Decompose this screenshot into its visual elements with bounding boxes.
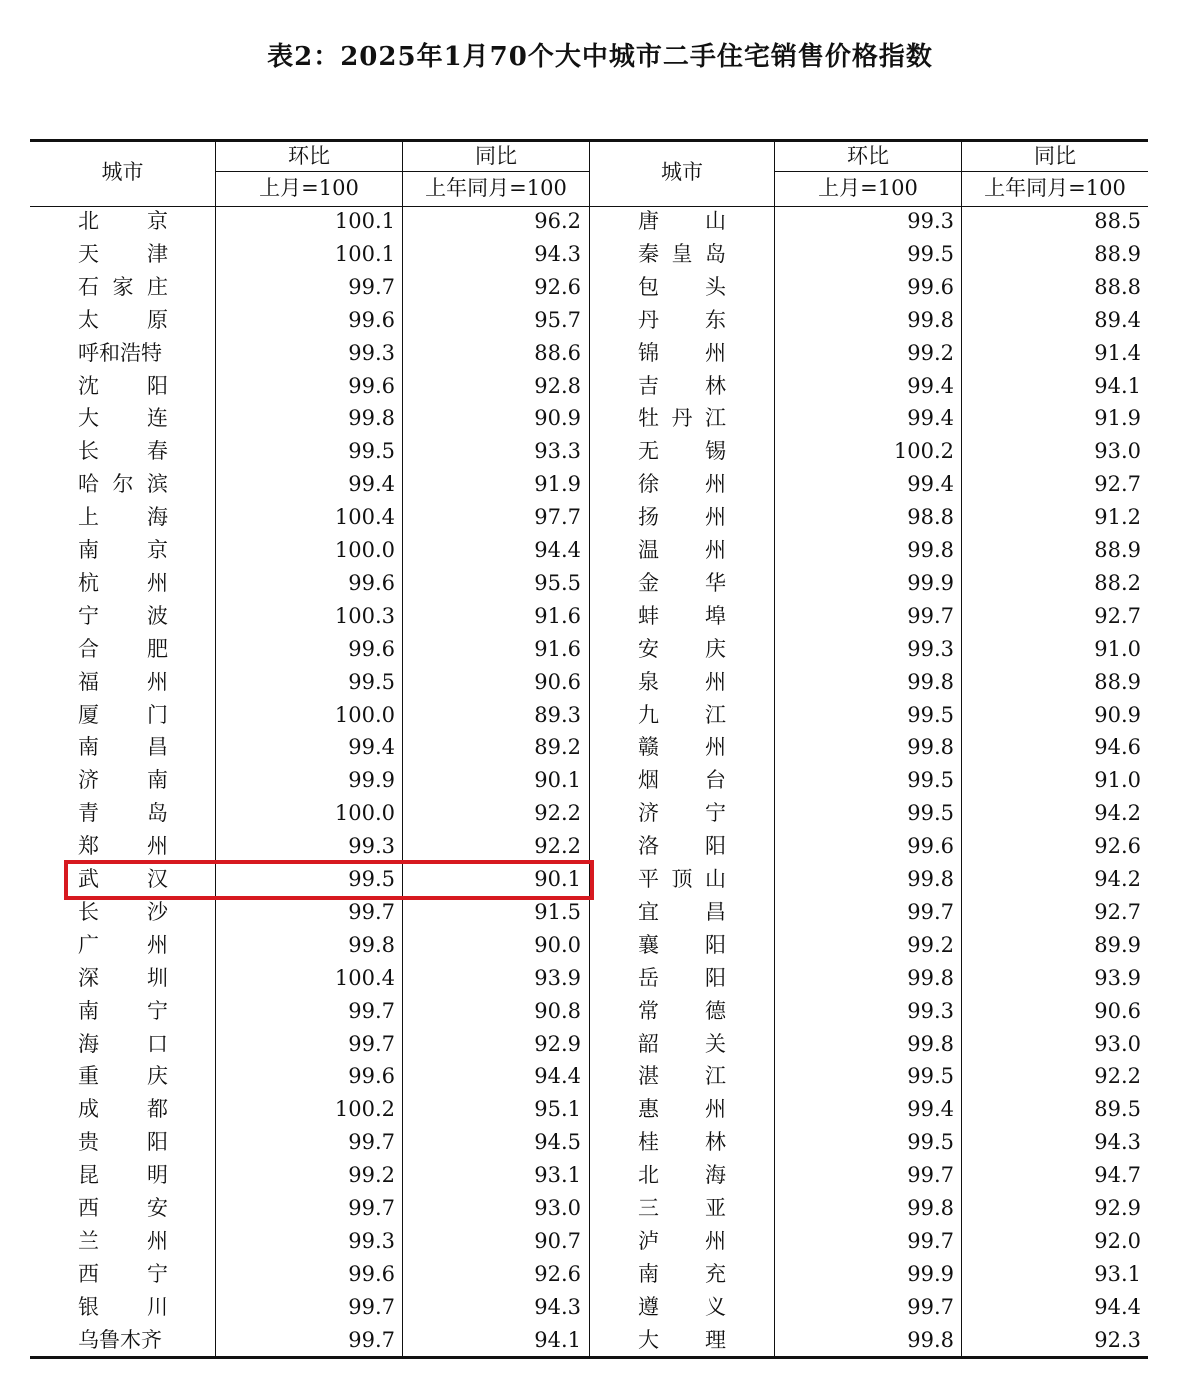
yoy-value: 93.9 [1094,965,1141,990]
yoy-value: 90.6 [1094,998,1141,1023]
city-name: 蚌 埠 [638,603,726,628]
mom-value: 99.4 [907,373,954,398]
mom-value: 99.4 [907,406,954,431]
city-name: 杭 州 [78,570,168,595]
yoy-value: 94.5 [534,1130,581,1155]
yoy-value: 91.6 [534,603,581,628]
mom-value: 99.2 [907,932,954,957]
yoy-value: 94.3 [534,1294,581,1319]
col-divider [774,141,775,1357]
city-name: 天 津 [78,241,168,266]
mom-value: 99.6 [348,636,395,661]
mom-value: 99.3 [907,636,954,661]
city-name: 乌鲁木齐 [78,1327,162,1352]
mom-value: 99.9 [907,570,954,595]
city-name: 深 圳 [78,965,168,990]
yoy-value: 94.6 [1094,735,1141,760]
city-name: 金 华 [638,570,726,595]
city-name: 九 江 [638,702,726,727]
city-name: 郑 州 [78,834,168,859]
yoy-value: 94.4 [534,1064,581,1089]
yoy-value: 94.1 [1094,373,1141,398]
city-name: 济 南 [78,768,168,793]
mom-value: 99.5 [907,1064,954,1089]
mom-value: 99.7 [907,603,954,628]
mom-value: 99.8 [907,1327,954,1352]
city-name: 上 海 [78,505,168,530]
mom-value: 99.3 [907,998,954,1023]
yoy-value: 94.2 [1094,867,1141,891]
yoy-value: 92.8 [534,373,581,398]
header-yoy: 同比 [475,144,517,168]
city-name: 三 亚 [638,1196,726,1220]
mom-value: 100.0 [334,801,395,826]
mom-value: 100.1 [334,209,395,233]
city-name: 昆 明 [78,1163,168,1188]
mom-value: 99.9 [907,1261,954,1286]
city-name: 合 肥 [78,636,168,661]
yoy-value: 95.1 [534,1097,581,1122]
city-name: 南 宁 [78,998,168,1023]
city-name: 南 京 [78,538,168,562]
yoy-value: 92.7 [1094,472,1141,497]
city-name: 惠 州 [638,1097,726,1122]
mom-value: 99.5 [907,801,954,826]
yoy-value: 89.4 [1094,307,1141,332]
yoy-value: 91.4 [1094,340,1141,365]
yoy-value: 89.3 [534,702,581,727]
mom-value: 100.2 [893,439,954,464]
city-name: 洛 阳 [638,834,726,859]
yoy-value: 90.9 [1094,702,1141,727]
mom-value: 99.3 [348,1228,395,1253]
header-mom-base: 上月=100 [259,176,359,200]
header-yoy: 同比 [1034,144,1076,168]
city-name: 兰 州 [78,1228,168,1253]
mom-value: 99.5 [348,669,395,694]
mom-value: 99.8 [907,965,954,990]
yoy-value: 95.7 [534,307,581,332]
city-name: 无 锡 [638,439,726,464]
mom-value: 99.8 [348,406,395,431]
header-yoy-base: 上年同月=100 [984,176,1126,200]
yoy-value: 92.7 [1094,603,1141,628]
yoy-value: 94.1 [534,1327,581,1352]
col-divider [402,141,403,1357]
mom-value: 100.4 [334,505,395,530]
city-name: 长 沙 [78,899,168,924]
mom-value: 99.5 [348,867,395,891]
mom-value: 99.7 [907,1163,954,1188]
yoy-value: 90.8 [534,998,581,1023]
city-name: 西 宁 [78,1261,168,1286]
city-name: 安 庆 [638,636,726,661]
yoy-value: 94.4 [534,538,581,562]
mom-value: 99.9 [348,768,395,793]
city-name: 沈 阳 [78,373,168,398]
city-name: 湛 江 [638,1064,726,1089]
yoy-value: 91.6 [534,636,581,661]
city-name: 烟 台 [638,768,726,793]
mom-value: 99.6 [348,307,395,332]
mom-value: 99.8 [348,932,395,957]
yoy-value: 93.3 [534,439,581,464]
city-name: 襄 阳 [638,932,726,957]
header-mom-base: 上月=100 [818,176,918,200]
yoy-value: 94.4 [1094,1294,1141,1319]
yoy-value: 94.3 [1094,1130,1141,1155]
mom-value: 99.7 [348,274,395,299]
city-name: 温 州 [638,538,726,562]
header-mom: 环比 [288,144,330,168]
mom-value: 99.4 [907,472,954,497]
mom-value: 99.3 [907,209,954,233]
city-name: 贵 阳 [78,1130,168,1155]
yoy-value: 92.6 [534,274,581,299]
city-name: 牡 丹 江 [638,406,726,431]
yoy-value: 93.0 [534,1196,581,1220]
city-name: 石 家 庄 [78,274,168,299]
city-name: 韶 关 [638,1031,726,1056]
mom-value: 99.8 [907,867,954,891]
yoy-value: 89.2 [534,735,581,760]
yoy-value: 90.9 [534,406,581,431]
yoy-value: 94.7 [1094,1163,1141,1188]
city-name: 大 理 [638,1327,726,1352]
yoy-value: 90.1 [534,768,581,793]
yoy-value: 95.5 [534,570,581,595]
mom-value: 99.7 [907,899,954,924]
mom-value: 99.7 [348,1130,395,1155]
city-name: 大 连 [78,406,168,431]
header-mom: 环比 [847,144,889,168]
city-name: 遵 义 [638,1294,726,1319]
city-name: 常 德 [638,998,726,1023]
city-name: 银 川 [78,1294,168,1319]
mom-value: 99.5 [907,768,954,793]
mom-value: 99.8 [907,1031,954,1056]
yoy-value: 93.1 [1094,1261,1141,1286]
table-title: 表2：2025年1月70个大中城市二手住宅销售价格指数 [267,42,933,72]
city-name: 重 庆 [78,1064,168,1089]
yoy-value: 91.5 [534,899,581,924]
mom-value: 99.5 [348,439,395,464]
yoy-value: 90.6 [534,669,581,694]
city-name: 济 宁 [638,801,726,826]
mom-value: 100.0 [334,702,395,727]
mom-value: 99.7 [907,1228,954,1253]
mom-value: 99.4 [348,735,395,760]
mom-value: 99.7 [348,1196,395,1220]
mom-value: 99.8 [907,307,954,332]
city-name: 南 充 [638,1261,726,1286]
city-name: 桂 林 [638,1130,726,1155]
city-name: 福 州 [78,669,168,694]
yoy-value: 91.0 [1094,636,1141,661]
city-name: 赣 州 [638,735,726,760]
yoy-value: 92.6 [534,1261,581,1286]
mom-value: 98.8 [907,505,954,530]
yoy-value: 93.9 [534,965,581,990]
city-name: 海 口 [78,1031,168,1056]
city-name: 泉 州 [638,669,726,694]
mom-value: 100.0 [334,538,395,562]
yoy-value: 92.7 [1094,899,1141,924]
yoy-value: 92.2 [534,801,581,826]
yoy-value: 88.2 [1094,570,1141,595]
city-name: 南 昌 [78,735,168,760]
yoy-value: 91.9 [534,472,581,497]
yoy-value: 94.3 [534,241,581,266]
mom-value: 99.6 [348,373,395,398]
city-name: 成 都 [78,1097,168,1122]
city-name: 宁 波 [78,603,168,628]
mom-value: 99.2 [907,340,954,365]
mom-value: 99.7 [348,1327,395,1352]
mom-value: 99.4 [348,472,395,497]
yoy-value: 93.1 [534,1163,581,1188]
city-name: 岳 阳 [638,965,726,990]
mom-value: 99.4 [907,1097,954,1122]
mom-value: 99.7 [348,1294,395,1319]
yoy-value: 93.0 [1094,1031,1141,1056]
city-name: 厦 门 [78,702,168,727]
city-name: 平 顶 山 [638,867,726,891]
city-name: 吉 林 [638,373,726,398]
city-name: 徐 州 [638,472,726,497]
mom-value: 99.6 [907,274,954,299]
yoy-value: 88.9 [1094,538,1141,562]
header-city: 城市 [101,160,144,184]
yoy-value: 88.9 [1094,669,1141,694]
mom-value: 99.6 [348,570,395,595]
yoy-value: 92.3 [1094,1327,1141,1352]
yoy-value: 92.9 [534,1031,581,1056]
mom-value: 99.7 [348,998,395,1023]
city-name: 唐 山 [638,209,726,233]
mom-value: 100.2 [334,1097,395,1122]
yoy-value: 93.0 [1094,439,1141,464]
city-name: 扬 州 [638,505,726,530]
yoy-value: 89.5 [1094,1097,1141,1122]
yoy-value: 90.7 [534,1228,581,1253]
price-index-table [30,139,1148,1359]
yoy-value: 90.1 [534,867,581,891]
mom-value: 100.1 [334,241,395,266]
yoy-value: 91.9 [1094,406,1141,431]
city-name: 青 岛 [78,801,168,826]
mom-value: 99.5 [907,702,954,727]
yoy-value: 91.0 [1094,768,1141,793]
city-name: 北 海 [638,1163,726,1188]
city-name: 北 京 [78,209,168,233]
yoy-value: 91.2 [1094,505,1141,530]
mom-value: 99.5 [907,241,954,266]
center-divider [589,141,590,1357]
mom-value: 99.7 [907,1294,954,1319]
mom-value: 99.6 [348,1064,395,1089]
city-name: 哈 尔 滨 [78,472,168,497]
header-yoy-base: 上年同月=100 [425,176,567,200]
yoy-value: 92.0 [1094,1228,1141,1253]
mom-value: 99.8 [907,669,954,694]
yoy-value: 92.9 [1094,1196,1141,1220]
mom-value: 99.6 [348,1261,395,1286]
yoy-value: 94.2 [1094,801,1141,826]
mom-value: 99.7 [348,1031,395,1056]
yoy-value: 92.2 [1094,1064,1141,1089]
yoy-value: 88.8 [1094,274,1141,299]
mom-value: 100.4 [334,965,395,990]
yoy-value: 88.9 [1094,241,1141,266]
mom-value: 99.8 [907,1196,954,1220]
mom-value: 99.2 [348,1163,395,1188]
city-name: 太 原 [78,307,168,332]
yoy-value: 88.5 [1094,209,1141,233]
city-name: 呼和浩特 [78,340,162,365]
yoy-value: 88.6 [534,340,581,365]
city-name: 包 头 [638,274,726,299]
col-divider [215,141,216,1357]
highlight-box [64,860,594,900]
city-name: 武 汉 [78,867,168,891]
yoy-value: 90.0 [534,932,581,957]
mom-value: 99.6 [907,834,954,859]
yoy-value: 97.7 [534,505,581,530]
city-name: 广 州 [78,932,168,957]
yoy-value: 89.9 [1094,932,1141,957]
city-name: 丹 东 [638,307,726,332]
mom-value: 99.7 [348,899,395,924]
yoy-value: 92.2 [534,834,581,859]
mom-value: 99.5 [907,1130,954,1155]
mom-value: 99.3 [348,834,395,859]
city-name: 锦 州 [638,340,726,365]
city-name: 西 安 [78,1196,168,1220]
city-name: 宜 昌 [638,899,726,924]
mom-value: 99.8 [907,538,954,562]
mom-value: 100.3 [334,603,395,628]
col-divider [961,141,962,1357]
mom-value: 99.3 [348,340,395,365]
city-name: 泸 州 [638,1228,726,1253]
mom-value: 99.8 [907,735,954,760]
yoy-value: 92.6 [1094,834,1141,859]
header-city: 城市 [661,160,703,184]
city-name: 秦 皇 岛 [638,241,726,266]
city-name: 长 春 [78,439,168,464]
yoy-value: 96.2 [534,209,581,233]
